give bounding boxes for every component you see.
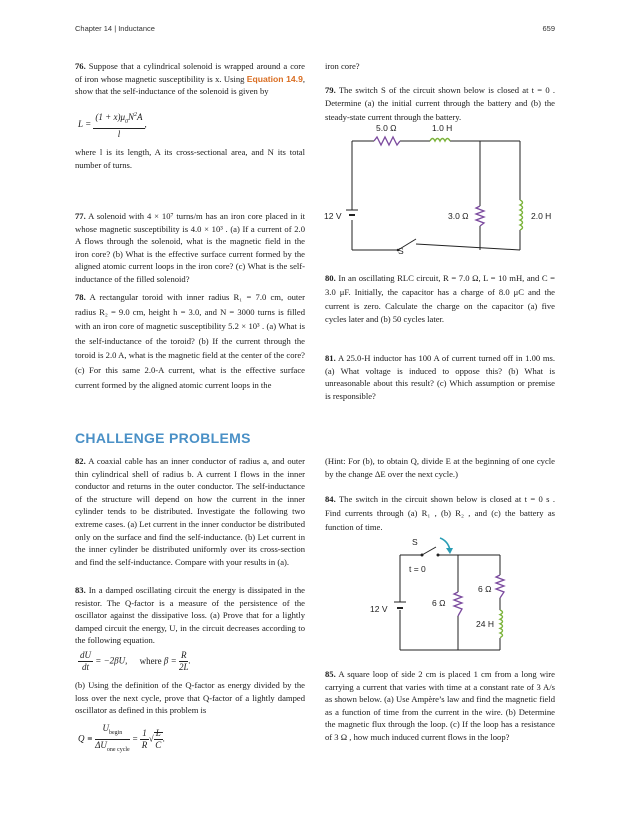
problem-number: 77. (75, 211, 86, 221)
equation-link[interactable]: Equation 14.9 (246, 73, 303, 84)
problem-number: 76. (75, 61, 86, 71)
problem-number: 79. (325, 85, 336, 95)
resistor-icon (454, 592, 462, 616)
battery-icon (346, 210, 358, 215)
label-r2: 3.0 Ω (448, 211, 469, 221)
challenge-problems-heading: CHALLENGE PROBLEMS (75, 430, 251, 446)
problem-84 (325, 492, 555, 535)
equation-q-factor: Q ≡ $\frac{U_{begin}}{\Delta U_{one cycle}}$ = $\frac{1}{R}$ √ $\frac{L}{C}$ . (78, 723, 165, 753)
problem-number: 82. (75, 456, 86, 466)
label-switch: S (412, 537, 418, 547)
label-l1: 1.0 H (432, 123, 453, 133)
arrowhead-icon (446, 548, 453, 554)
switch-s (421, 547, 440, 557)
problem-number: 83. (75, 585, 86, 595)
problem-text: In a damped oscillating circuit the energy is dissipated in the resistor. The Q-factor is a measure of the persistence of the oscillator against the dissipative loss. (a) Prove that for a lightly damped circuit the energy, U, in the circuit decreases according to the following equation. (75, 585, 305, 646)
hint-text: (Hint: For (b), to obtain Q, divide E at the beginning of one cycle by the change ΔE over the next cycle.) (325, 456, 555, 479)
problem-80 (325, 272, 555, 327)
label-r-right: 6 Ω (478, 584, 492, 594)
problem-text: In an oscillating RLC circuit, R = 7.0 Ω, L = 10 mH, and C = 3.0 μF. Initially, the capacitor has a charge of 8.0 μC and the current is zero. Calculate the charge on the capacitor (a) five cycles later and (b) 50 cycles later. (325, 273, 555, 325)
equation-energy-decay: $\frac{dU}{dt}$ = −2βU, where β = $\frac{R}{2L}$ . (80, 650, 191, 672)
problem-76 (75, 60, 305, 98)
chapter-header: Chapter 14 | Inductance (75, 24, 155, 33)
problem-number: 78. (75, 292, 86, 302)
problem-81 (325, 352, 555, 402)
circuit-diagram-1 (320, 120, 560, 260)
problem-83-b-text: (b) Using the definition of the Q-factor as energy divided by the loss over the next cycle, prove that Q-factor of a lightly damped oscillator as defined in this problem is (75, 680, 305, 716)
continued-text: iron core? (325, 61, 360, 71)
problem-83 (75, 584, 305, 647)
problem-76-where: where l is its length, A its cross-sectional area, and N its total number of turns. (75, 147, 305, 170)
problem-82 (75, 455, 305, 568)
problem-78-continued (325, 60, 555, 73)
label-time: t = 0 (409, 564, 426, 574)
inductor-icon (430, 139, 450, 142)
label-inductor: 24 H (476, 619, 494, 629)
resistor-icon (374, 137, 400, 145)
inductor-icon (520, 200, 523, 230)
circuit-diagram-2 (360, 530, 530, 660)
label-l2: 2.0 H (531, 211, 552, 221)
problem-83-b (75, 679, 305, 717)
problem-text: A 25.0-H inductor has 100 A of current turned off in 1.00 ms. (a) What voltage is induced to oppose this? (b) What is unreasonable about this result? (c) Which assumption or premise is responsible? (325, 353, 555, 401)
resistor-icon (496, 575, 504, 598)
problem-number: 84. (325, 494, 336, 504)
equation-inductance: L = $\frac{(1 + x)\mu_0N^2A}{l}$ , (78, 112, 147, 139)
problem-text: A rectangular toroid with inner radius R₁ = 7.0 cm, outer radius R₂ = 9.0 cm, height h = 3.0, and N = 3000 turns is filled with an iron core of magnetic susceptibility 5.2 × 10³ . (a) What is the self-inductance of the toroid? (b) If the current through the toroid is 2.0 A, what is the magnetic field at the center of the core? (c) For this same 2.0-A current, what is the effective surface current formed by the aligned atomic current loops in the (75, 292, 305, 390)
problem-78 (75, 290, 305, 392)
problem-number: 81. (325, 353, 336, 363)
resistor-icon (476, 206, 484, 226)
problem-text: A coaxial cable has an inner conductor of radius a, and outer thin cylindrical shell of radius b. A current I flows in the inner conductor and returns in the outer conductor. The self-inductance of the structure will depend on how the current in the inner cylinder tends to be distributed. Investigate the following two extreme cases. (a) Let current in the inner conductor be distributed only on the surface and find the self-inductance. (b) Let current in the inner cylinder be distributed uniformly over its cross-section and find the self-inductance. Compare with your results in (a). (75, 456, 305, 567)
problem-76-after (75, 146, 305, 171)
page-number: 659 (542, 24, 555, 33)
label-switch: S (398, 246, 404, 256)
problem-text-2: , show that the self-inductance of the solenoid is given by (75, 73, 306, 97)
problem-text: A square loop of side 2 cm is placed 1 cm from a long wire carrying a current that varies with time at a constant rate of 3 A/s as shown below. (a) Use Ampère’s law and find the magnetic field as a function of time from the current in the wire. (b) Determine the magnetic flux through the loop. (c) If the loop has a resistance of 3 Ω , how much induced current flows in the loop? (325, 669, 555, 742)
problem-text: A solenoid with 4 × 10⁷ turns/m has an iron core placed in it whose magnetic susceptibility is 4.0 × 10³ . (a) If a current of 2.0 A flows through the solenoid, what is the magnetic field in the iron core? (b) What is the effective surface current formed by the aligned atomic current loops in the iron core? (c) What is the self-inductance of the filled solenoid? (75, 211, 305, 284)
battery-icon (394, 602, 406, 608)
problem-number: 80. (325, 273, 336, 283)
inductor-icon (500, 610, 503, 638)
problem-77 (75, 210, 305, 286)
where-label: where (139, 655, 162, 666)
label-battery: 12 V (370, 604, 388, 614)
label-r-mid: 6 Ω (432, 598, 446, 608)
problem-text: The switch in the circuit shown below is closed at t = 0 s . Find currents through (a) R₁ , (b) R₂ , and (c) the battery as function of time. (325, 494, 555, 533)
problem-number: 85. (325, 669, 336, 679)
problem-text: Suppose that a cylindrical solenoid is wrapped around a core of iron whose magnetic susceptibility is x. Using (75, 61, 305, 84)
label-r1: 5.0 Ω (376, 123, 397, 133)
problem-text: The switch S of the circuit shown below is closed at t = 0 . Determine (a) the initial current through the battery and (b) the steady-state current through the battery. (325, 85, 555, 122)
problem-85 (325, 668, 555, 744)
problem-79 (325, 84, 555, 124)
hint (325, 455, 555, 480)
label-battery: 12 V (324, 211, 342, 221)
